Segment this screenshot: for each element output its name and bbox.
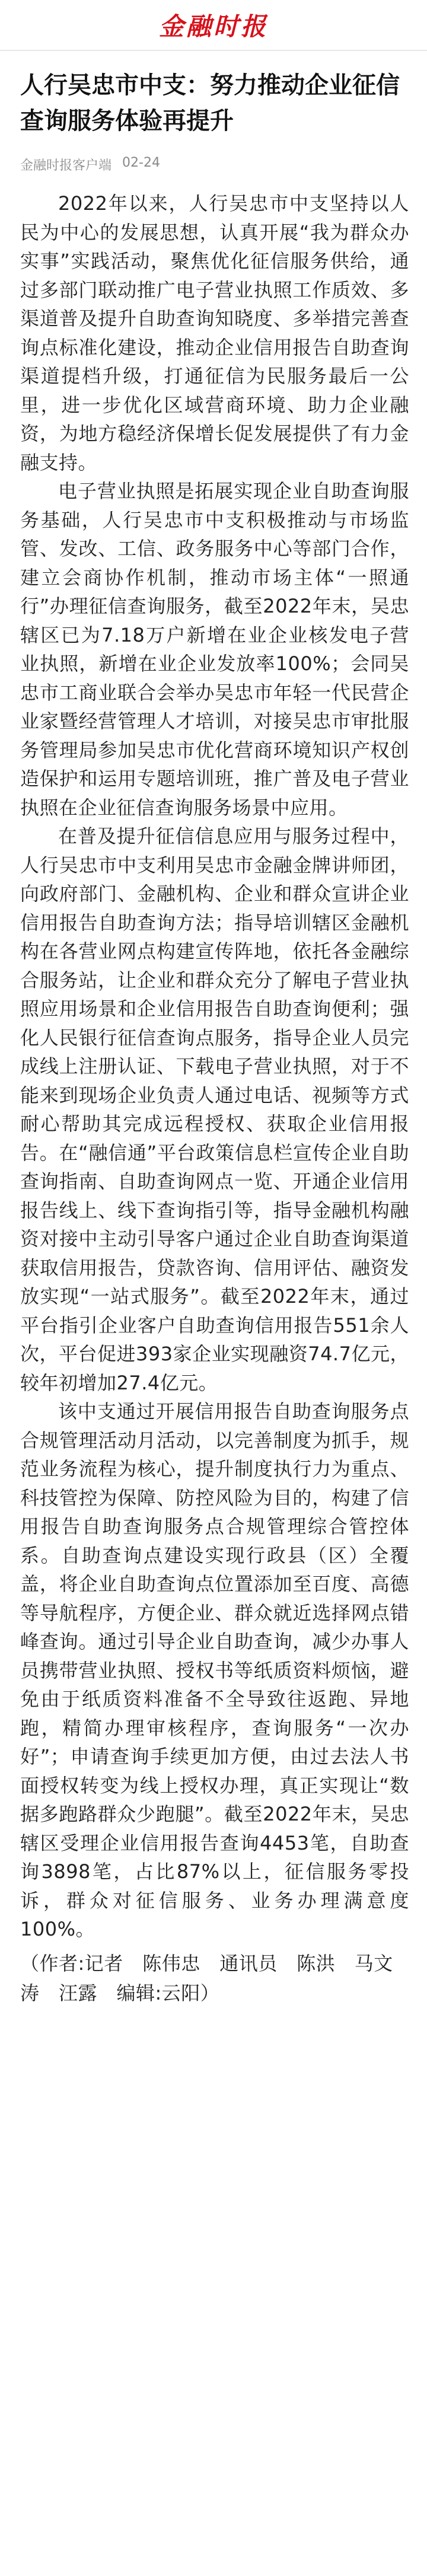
article-meta [20, 155, 413, 174]
paragraph-4: 该中支通过开展信用报告自助查询服务点合规管理活动月活动，以完善制度为抓手，规范业务流程为核心，提升制度执行力为重点、科技管控为保障、防控风险为目的，构建了信用报告自助查询服务点合规管理综合管控体系。自助查询点建设实现行政县（区）全覆盖，将企业自助查询点位置添加至百度、高德等导航程序，方便企业、群众就近选择网点错峰查询。通过引导企业自助查询，减少办事人员携带营业执照、授权书等纸质资料烦恼，避免由于纸质资料准备不全导致往返跑、异地跑，精简办理审核程序，查询服务“一次办好”；申请查询手续更加方便，由过去法人书面授权转变为线上授权办理，真正实现让“数据多跑路群众少跑腿”。截至2022年末，吴忠辖区受理企业信用报告查询4453笔，自助查询3898笔，占比87%以上，征信服务零投诉，群众对征信服务、业务办理满意度100%。 [20, 1400, 409, 1940]
article-date: 02-24 [122, 155, 160, 170]
article [0, 51, 427, 2008]
paragraph-1: 2022年以来，人行吴忠市中支坚持以人民为中心的发展思想，认真开展“我为群众办实事”实践活动，聚焦优化征信服务供给，通过多部门联动推广电子营业执照工作质效、多渠道普及提升自助查询知晓度、多举措完善查询点标准化建设，推动企业信用报告自助查询渠道提档升级，打通征信为民服务最后一公里，进一步优化区域营商环境、助力企业融资，为地方稳经济保增长促发展提供了有力金融支持。 [20, 192, 409, 474]
paragraph-3: 在普及提升征信信息应用与服务过程中，人行吴忠市中支利用吴忠市金融金牌讲师团，向政府部门、金融机构、企业和群众宣讲企业信用报告自助查询方法；指导培训辖区金融机构在各营业网点构建宣传阵地，依托各金融综合服务站，让企业和群众充分了解电子营业执照应用场景和企业信用报告自助查询便利；强化人民银行征信查询点服务，指导企业人员完成线上注册认证、下载电子营业执照，对于不能来到现场企业负责人通过电话、视频等方式耐心帮助其完成远程授权、获取企业信用报告。在“融信通”平台政策信息栏宣传企业自助查询指南、自助查询网点一览、开通企业信用报告线上、线下查询指引等，指导金融机构融资对接中主动引导客户通过企业自助查询渠道获取信用报告，贷款咨询、信用评估、融资发放实现“一站式服务”。截至2022年末，通过平台指引企业客户自助查询信用报告551余人次，平台促进393家企业实现融资74.7亿元，较年初增加27.4亿元。 [20, 825, 409, 1394]
article-byline: （作者:记者 陈伟忠 通讯员 陈洪 马文涛 汪露 编辑:云阳） [20, 1952, 393, 2004]
article-source[interactable]: 金融时报客户端 [20, 158, 112, 173]
masthead [0, 0, 427, 50]
newspaper-logo[interactable]: 金融时报 [158, 12, 268, 41]
paragraph-2: 电子营业执照是拓展实现企业自助查询服务基础，人行吴忠市中支积极推动与市场监管、发改、工信、政务服务中心等部门合作，建立会商协作机制，推动市场主体“一照通行”办理征信查询服务，截至2022年末，吴忠辖区已为7.18万户新增在业企业核发电子营业执照，新增在业企业发放率100%；会同吴忠市工商业联合会举办吴忠市年轻一代民营企业家暨经营管理人才培训，对接吴忠市审批服务管理局参加吴忠市优化营商环境知识产权创造保护和运用专题培训班，推广普及电子营业执照在企业征信查询服务场景中应用。 [20, 480, 409, 819]
article-body [14, 189, 413, 2008]
article-title: 人行吴忠市中支：努力推动企业征信查询服务体验再提升 [20, 72, 400, 135]
